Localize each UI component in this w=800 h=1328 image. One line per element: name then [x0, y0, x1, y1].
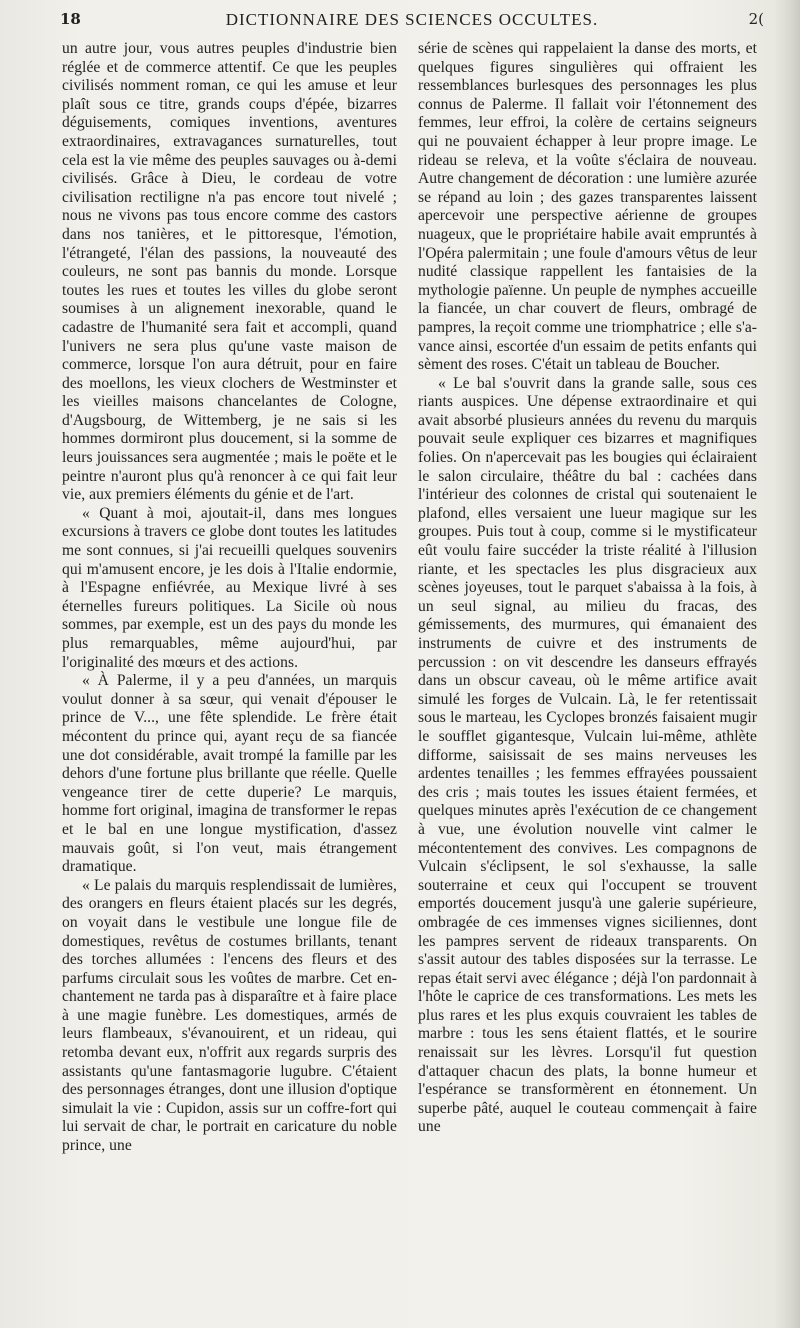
paragraph: un autre jour, vous autres peuples d'industrie bien réglée et de commerce attentif. Ce que les peuples civilisés nomment roman, ce qui les amuse et leur plaît sous ce titre, grands coups d'épée, bizarres déguisements, comiques inventions, aventures extraordinaires, extravagances surnaturelles, tout cela est la vie même des peuples sauvages ou à-demi civilisés. Grâce à Dieu, le cordeau de votre civilisation rectiligne n'a pas encore tout nivelé ; nous ne vivons pas tous encore comme des castors dans nos tanières, et le pittoresque, l'émotion, l'étrangeté, l'élan des passions, la nouveauté des couleurs, ne sont pas bannis du monde. Lorsque toutes les rues et toutes les villes du globe seront soumises à un alignement inexorable, quand le cadastre de l'humanité sera fait et accompli, quand l'univers ne sera plus qu'une vaste maison de commerce, lorsque l'on aura détruit, pour en faire des moellons, les vieux clochers de Westminster et les vieilles maisons chancelantes de Cologne, d'Augsbourg, de Wittemberg, je ne sais si les hommes dormiront plus doucement, si la somme de leurs jouissances sera augmentée ; mais le poëte et le peintre n'auront plus qu'à renoncer à ce qui fait leur vie, aux premiers éléments du génie et de l'art.: [62, 40, 397, 504]
paragraph: « À Palerme, il y a peu d'années, un marquis voulut donner à sa sœur, qui venait d'épouser le prince de V..., une fête splendide. Le frère était mécontent du prince qui, ayant reçu de sa fiancée une dot considérable, avait trompé la famille par les dehors d'une fortune plus brillante que réelle. Quelle vengeance tirer de cette duperie? Le marquis, homme fort original, imagina de transformer le repas et le bal en une longue mystification, d'assez mauvais goût, si l'on veut, mais étrangement dramatique.: [62, 672, 397, 876]
running-title: DICTIONNAIRE DES SCIENCES OCCULTES.: [225, 10, 599, 29]
left-column: [62, 40, 397, 1156]
paragraph: « Quant à moi, ajoutait-il, dans mes longues excursions à travers ce globe dont toutes les latitudes me sont connues, si j'ai recueilli quelques souvenirs qui m'amusent encore, je les dois à l'Italie endormie, à l'Espagne enfiévrée, au Mexique livré à ses éternelles fureurs politiques. La Sicile où nous sommes, par exemple, est un des pays du monde les plus remarquables, même aujourd'hui, par l'originalité des mœurs et des actions.: [62, 504, 397, 671]
page-edge-shadow: [774, 0, 800, 1328]
right-column: [418, 40, 757, 1137]
page-number: 18: [60, 10, 81, 28]
page-header: [60, 8, 764, 32]
paragraph: « Le palais du marquis resplendissait de lumières, des orangers en fleurs étaient placés sur les degrés, on voyait dans le vestibule une longue file de domestiques, revêtus de costumes brillants, tenant des torches allumées : l'encens des fleurs et des parfums circulait sous les voûtes de marbre. Cet enchantement ne tarda pas à disparaître et à faire place à une magie funèbre. Les domestiques, armés de leurs flambeaux, s'évanouirent, et un rideau, qui retomba devant eux, n'offrit aux regards surpris des assistants qu'une fantasmagorie lugubre. C'étaient des personnages étranges, dont une illusion d'optique simulait la vie : Cupidon, assis sur un coffre-fort qui lui servait de char, le portrait en caricature du noble prince, une: [62, 876, 397, 1155]
corner-mark: 2(: [748, 10, 764, 28]
paragraph: « Le bal s'ouvrit dans la grande salle, sous ces riants auspices. Une dépense extraordinaire et qui avait absorbé plusieurs années du revenu du marquis pouvait seule expliquer ces bizarres et magnifiques folies. On n'apercevait pas les bougies qui éclairaient le salon circulaire, théâtre du bal : cachées dans l'intérieur des colonnes de cristal qui soutenaient le plafond, elles versaient une lueur magique sur les groupes. Puis tout à coup, comme si le mystificateur eût voulu faire succéder la triste réalité à l'illusion riante, et les spectacles les plus disgracieux aux scènes joyeuses, tout le parquet s'abaissa à la fois, à un seul signal, au milieu du fracas, des gémissements, des murmures, qui émanaient des instruments de cuivre et des instruments de percussion : on vit descendre les danseurs effrayés dans un obscur caveau, où le même artifice avait simulé les forges de Vulcain. Là, le fer retentissait sous le marteau, les Cyclopes bronzés faisaient mugir le soufflet gigantesque, Vulcain lui-même, athlète difforme, saisissait de ses mains nerveuses les ardentes tenailles ; les femmes effrayées poussaient des cris ; mais toutes les issues étaient fermées, et quelques minutes après l'exécution de ce changement à vue, une évolution nouvelle vint calmer le mécontentement des convives. Les compagnons de Vulcain s'éclipsent, le sol s'exhausse, la salle souterraine et ceux qui l'occupent se trouvent emportés doucement jusqu'à une galerie supérieure, ombragée de ces immenses vignes siciliennes, dont les pampres servent de rideaux transparents. On s'assit autour des tables disposées sur la terrasse. Le repas était servi avec élégance ; déjà l'on pardonnait à l'hôte le caprice de ces transformations. Les mets les plus rares et les plus exquis couvraient les tables de marbre : tous les sens étaient flattés, et le sourire renaissait sur les lèvres. Lorsqu'il fut question d'attaquer chacun des plats, la bonne humeur et l'espérance se transformèrent en étonnement. Un superbe pâté, auquel le couteau commençait à faire une: [418, 374, 757, 1136]
paragraph: série de scènes qui rappelaient la danse des morts, et quelques figures singulières qui offraient les ressemblances burlesques des personnages les plus connus de Palerme. Il fallait voir l'étonnement des femmes, leur effroi, la colère de certains seigneurs qui ne pouvaient échapper à leur propre image. Le rideau se releva, et la voûte s'éclaira de nouveau. Autre changement de décoration : une lumière azurée se répand au loin ; des gazes transparentes laissent apercevoir une perspective aérienne de groupes nuageux, que le propriétaire habile avait empruntés à l'Opéra palermitain ; une foule d'amours vêtus de leur nudité classique rappellent les fantaisies de la mythologie païenne. Un peuple de nymphes accueille la fiancée, un char couvert de fleurs, ombragé de pampres, la reçoit comme une triomphatrice ; elle s'avance ainsi, escortée d'un essaim de petits enfants qui sèment des roses. C'était un tableau de Boucher.: [418, 40, 757, 374]
